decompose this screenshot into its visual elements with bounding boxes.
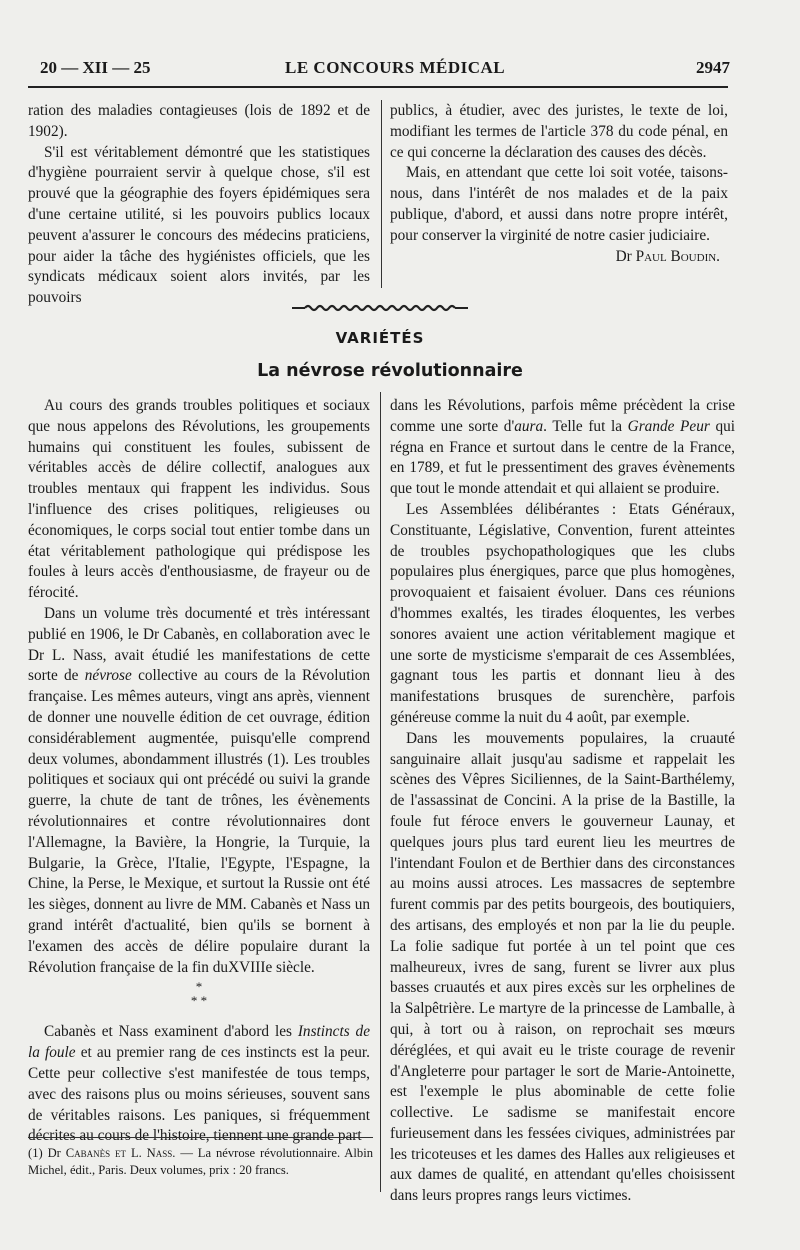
italic-term: névrose <box>84 667 132 685</box>
text-run: qui régna en France et surtout dans le centre de la France, en 1789, et fut le pressentiment des graves évènements que tout le monde attendait et qui allaient se produire. <box>390 417 735 498</box>
paragraph: Mais, en attendant que cette loi soit votée, taisons-nous, dans l'intérêt de nos malades et de la paix publique, d'abord, et aussi dans notre propre intérêt, pour conserver la virginité de notre casier judiciaire. <box>390 164 728 244</box>
section-heading: VARIÉTÉS <box>335 329 425 347</box>
top-left-column <box>28 101 370 309</box>
top-right-column <box>390 101 728 267</box>
header-rule <box>28 86 728 88</box>
column-divider <box>381 100 382 288</box>
section-break-asterism: * * * <box>190 979 208 1009</box>
paragraph <box>390 396 735 500</box>
paragraph: Dans les mouvements populaires, la cruauté sanguinaire allait jusqu'au sadisme et rappelait les scènes des Vêpres Siciliennes, de la Saint-Barthélemy, de l'assassinat de Concini. A la prise de la Bastille, la foule fut féroce envers le gouverneur Launay, et quelques jours plus tard eurent lieu les meurtres de l'intendant Foulon et de Berthier dans des circonstances au moins aussi atroces. Les massacres de septembre furent commis par des petits bourgeois, des boutiquiers, des artisans, des employés et non par la lie du peuple. La folie sadique fut portée à un tel point que ces malheureux, ivres de sang, furent se livrer aux plus basses cruautés et aux pires excès sur les orphelines de la Salpêtrière. Le martyre de la princesse de Lamballe, à qui, à tort ou à raison, on reprochait ses mœurs déréglées, et qui avait eu le triste courage de revenir d'Angleterre pour partager le sort de Marie-Antoinette, est l'exemple le plus abominable de cette folie collective. Le sadisme se manifestait encore furieusement dans les fessées civiques, administrées par les tricoteuses et les dames des Halles aux religieuses et aux dames de qualité, en attendant qu'elles choisissent dans leurs propres rangs leurs victimes. <box>390 729 735 1205</box>
paragraph: Au cours des grands troubles politiques et sociaux que nous appelons des Révolutions, les groupements humains qui constituent les foules, subissent de véritables accès de délire collectif, analogues aux troubles mentaux qui frappent les individus. Sous l'influence des crises politiques, religieuses ou économiques, le corps social tout entier tombe dans un état véritablement pathologique qui prédispose les foules à leurs accès d'enthousiasme, de frayeur ou de férocité. <box>28 397 370 602</box>
text-run: dans les Révolutions, parfois même précèdent la crise comme une sorte d' <box>390 397 735 435</box>
italic-term: aura <box>514 417 544 435</box>
page-number: 2947 <box>696 58 730 77</box>
journal-title: LE CONCOURS MÉDICAL <box>285 58 506 77</box>
paragraph: ration des maladies contagieuses (lois de 1892 et de 1902). <box>28 102 370 140</box>
italic-term: Instincts de la foule <box>28 1023 370 1062</box>
italic-term: Grande Peur <box>627 417 710 435</box>
signature-name: Paul Boudin. <box>635 247 720 265</box>
paragraph <box>28 604 370 978</box>
text-run: et au premier rang de ces instincts est la peur. Cette peur collective s'est manifestée de tous temps, avec des raisons plus ou moins sérieuses, souvent sans de véritables raisons. Les paniques, si fréquemment décrites au cours de l'histoire, tiennent une grande part <box>28 1044 370 1145</box>
text-run: Cabanès et Nass examinent d'abord les <box>44 1023 298 1041</box>
running-header <box>30 58 730 84</box>
footnote-marker: (1) Dr <box>28 1146 61 1160</box>
text-run: Dans un volume très documenté et très intéressant publié en 1906, le Dr Cabanès, en collaboration avec le Dr L. Nass, avait étudié les manifestations de cette sorte de <box>28 604 370 685</box>
paragraph: publics, à étudier, avec des juristes, le texte de loi, modifiant les termes de l'article 378 du code pénal, en ce qui concerne la déclaration des causes des décès. <box>390 102 728 161</box>
paragraph: S'il est véritablement démontré que les statistiques d'hygiène pourraient servir à quelque chose, s'il est prouvé que la géographie des foyers épidémiques sera d'une certaine utilité, si les pouvoirs publics locaux peuvent a'assurer le concours des médecins praticiens, pour aider la tâche des hygiénistes officiels, que les syndicats médicaux soient alors invités, par les pouvoirs <box>28 143 370 307</box>
signature-title: Dr <box>615 247 632 265</box>
footnote-authors: Cabanès et L. Nass. <box>65 1146 176 1160</box>
text-run: . Telle fut la <box>543 417 628 435</box>
column-divider <box>380 392 381 1192</box>
paragraph <box>28 1022 370 1147</box>
text-run: collective au cours de la Révolution française. Les mêmes auteurs, vingt ans après, viennent de donner une nouvelle édition de cet ouvrage, édition considérablement augmentée, puisqu'elle comprend deux volumes, abondamment illustrés (1). Les troubles politiques et sociaux qui ont précédé ou suivi la grande guerre, la chute de tant de trônes, les évènements révolutionnaires et contre révolutionnaires dont l'Allemagne, la Bavière, la Hongrie, la Turquie, la Bulgarie, la Grèce, l'Italie, l'Egypte, l'Espagne, la Chine, la Perse, le Mexique, et surtout la Russie ont été les sièges, donnent au livre de MM. Cabanès et Nass un grand intérêt d'actualité, bien qu'ils se bornent à l'examen des accès de délire populaire durant la Révolution française de la fin duXVIIIe siècle. <box>28 667 371 976</box>
footnote-rule <box>28 1137 373 1138</box>
issue-number: 20 — XII — 25 <box>40 58 151 77</box>
signature <box>390 247 728 268</box>
footnote-text: — La névrose révolutionnaire. Albin Michel, édit., Paris. Deux volumes, prix : 20 francs. <box>28 1146 373 1177</box>
footnote <box>28 1145 373 1178</box>
ornament-divider <box>290 303 470 313</box>
article-left-column <box>28 396 370 1147</box>
article-title: La névrose révolutionnaire <box>257 361 523 381</box>
article-right-column <box>390 396 735 1207</box>
paragraph: Les Assemblées délibérantes : Etats Généraux, Constituante, Législative, Convention, furent atteintes de troubles psychopathologiques que les clubs populaires plus énergiques, parce que plus homogènes, provoquaient et faisaient évoluer. Dans ces réunions d'hommes exaltés, les tirades éloquentes, les verbes sonores avaient une action véritablement magique et une sorte de mysticisme s'emparait de ces Assemblées, gagnant tous les partis et donnant lieu à des manifestations brusques de surenchère, parfois généreuse comme la nuit du 4 août, par exemple. <box>390 500 735 726</box>
